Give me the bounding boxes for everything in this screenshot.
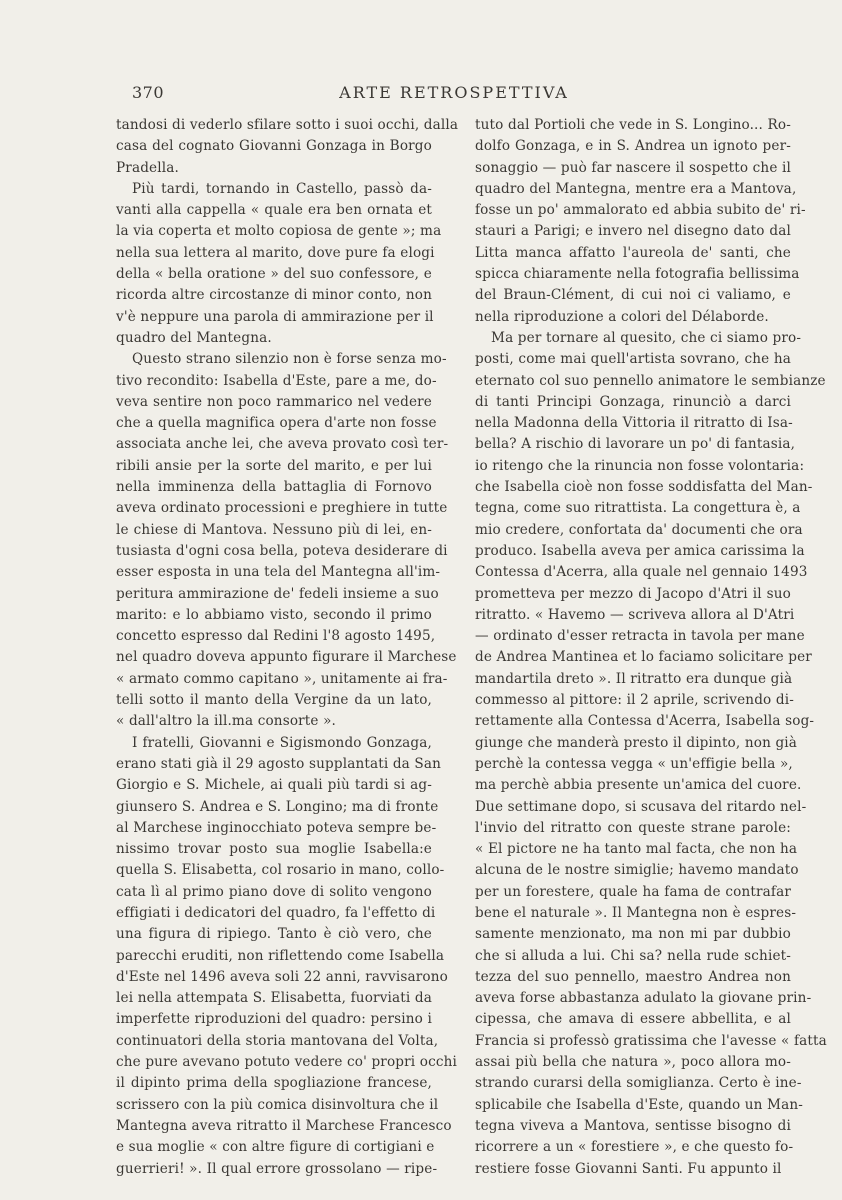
text-line: tandosi di vederlo sfilare sotto i suoi occhi, dalla	[116, 117, 459, 133]
text-line: samente menzionato, ma non mi par dubbio	[475, 926, 791, 943]
text-line: del Braun-Clément, di cui noi ci valiamo, e	[475, 287, 791, 304]
text-line: « dall'altro la ill.ma consorte ».	[116, 713, 337, 730]
text-line: ricorda altre circostanze di minor conto, non	[116, 287, 432, 304]
text-line: casa del cognato Giovanni Gonzaga in Borgo	[116, 138, 432, 155]
text-line: quella S. Elisabetta, col rosario in mano, collo-	[116, 862, 445, 879]
page-number: 370	[132, 83, 165, 102]
text-line: aveva ordinato processioni e preghiere in tutte	[116, 500, 448, 517]
text-line: « El pictore ne ha tanto mal facta, che non ha	[475, 841, 798, 858]
text-line: tivo recondito: Isabella d'Este, pare a me, do-	[116, 372, 437, 389]
text-line: guerrieri! ». Il qual errore grossolano — ripe-	[116, 1160, 438, 1177]
text-line: telli sotto il manto della Vergine da un lato,	[116, 692, 432, 709]
text-line: tegna, come suo ritrattista. La congettura è, a	[475, 500, 801, 517]
text-line: e sua moglie « con altre figure di cortigiani e	[116, 1139, 435, 1156]
text-line: che pure avevano potuto vedere co' propri occhi	[116, 1054, 458, 1071]
text-line: marito: e lo abbiamo visto, secondo il primo	[116, 606, 432, 623]
text-line: quadro del Mantegna, mentre era a Mantova,	[475, 180, 797, 197]
text-line: tegna viveva a Mantova, sentisse bisogno di	[475, 1117, 791, 1134]
text-line: fosse un po' ammalorato ed abbia subito de' ri-	[475, 202, 806, 219]
text-line: lei nella attempata S. Elisabetta, fuorviati da	[116, 990, 432, 1007]
text-line: al Marchese inginocchiato poteva sempre be-	[116, 819, 437, 836]
text-line: che si alluda a lui. Chi sa? nella rude schiet-	[475, 947, 791, 964]
text-line: spicca chiaramente nella fotografia bellissima	[475, 266, 800, 283]
text-line: perchè la contessa vegga « un'effigie bella »,	[475, 755, 793, 772]
text-line: mio credere, confortata da' documenti che ora	[475, 521, 803, 538]
text-line: Questo strano silenzio non è forse senza mo-	[132, 351, 447, 368]
text-line: de Andrea Mantinea et lo faciamo solicitare per	[475, 649, 812, 666]
text-line: splicabile che Isabella d'Este, quando un Man-	[475, 1096, 804, 1113]
text-line: rettamente alla Contessa d'Acerra, Isabella sog-	[475, 713, 815, 730]
text-line: Litta manca affatto l'aureola de' santi, che	[475, 244, 791, 261]
text-line: vanti alla cappella « quale era ben ornata et	[116, 202, 432, 219]
text-line: Contessa d'Acerra, alla quale nel gennaio 1493	[475, 564, 808, 581]
text-line: una figura di ripiego. Tanto è ciò vero, che	[116, 926, 432, 943]
text-line: veva sentire non poco rammarico nel vedere	[116, 393, 432, 410]
text-line: nel quadro doveva appunto figurare il Marchese	[116, 649, 457, 666]
text-line: associata anche lei, che aveva provato così ter-	[116, 436, 449, 453]
text-line: io ritengo che la rinuncia non fosse volontaria:	[475, 457, 805, 474]
text-line: strando curarsi della somiglianza. Certo è ine-	[475, 1075, 802, 1092]
text-line: Francia si professò gratissima che l'avesse « fatta	[475, 1032, 827, 1049]
text-line: ma perchè abbia presente un'amica del cuore.	[475, 777, 802, 794]
text-line: che a quella magnifica opera d'arte non fosse	[116, 415, 437, 432]
right-text-column	[475, 115, 827, 1180]
text-line: ricorrere a un « forestiere », e che questo fo-	[475, 1139, 794, 1156]
text-line: nella imminenza della battaglia di Fornovo	[116, 479, 432, 496]
text-line: continuatori della storia mantovana del Volta,	[116, 1032, 439, 1049]
text-line: Due settimane dopo, si scusava del ritardo nel-	[475, 798, 807, 815]
text-line: prometteva per mezzo di Jacopo d'Atri il suo	[475, 585, 791, 602]
text-line: nissimo trovar posto sua moglie Isabella:e	[116, 841, 432, 858]
text-line: effigiati i dedicatori del quadro, fa l'effetto di	[116, 904, 436, 921]
text-line: cata lì al primo piano dove di solito vengono	[116, 883, 432, 900]
text-line: mandartila dreto ». Il ritratto era dunque già	[475, 670, 793, 687]
text-line: eternato col suo pennello animatore le sembianze	[475, 372, 826, 389]
text-line: v'è neppure una parola di ammirazione per il	[116, 308, 434, 325]
text-line: nella riproduzione a colori del Délaborde.	[475, 308, 769, 325]
text-line: Più tardi, tornando in Castello, passò da-	[132, 180, 432, 197]
text-line: concetto espresso dal Redini l'8 agosto 1495,	[116, 628, 436, 645]
text-line: commesso al pittore: il 2 aprile, scrivendo di-	[475, 692, 794, 709]
text-line: Mantegna aveva ritratto il Marchese Francesco	[116, 1117, 452, 1134]
text-line: ritratto. « Havemo — scriveva allora al D'Atri	[475, 606, 795, 623]
text-line: stauri a Parigi; e invero nel disegno dato dal	[475, 223, 791, 240]
text-line: tezza del suo pennello, maestro Andrea non	[475, 968, 791, 985]
text-line: di tanti Principi Gonzaga, rinunciò a darci	[475, 393, 791, 410]
text-line: erano stati già il 29 agosto supplantati da San	[116, 755, 442, 772]
text-line: bene el naturale ». Il Mantegna non è espres-	[475, 904, 797, 921]
text-line: ribili ansie per la sorte del marito, e per lui	[116, 457, 432, 474]
text-line: I fratelli, Giovanni e Sigismondo Gonzaga,	[132, 734, 432, 751]
page-header	[116, 80, 792, 110]
text-line: restiere fosse Giovanni Santi. Fu appunto il	[475, 1160, 782, 1177]
text-line: aveva forse abbastanza adulato la giovane prin-	[475, 990, 812, 1007]
text-line: quadro del Mantegna.	[116, 329, 272, 346]
text-line: Ma per tornare al quesito, che ci siamo pro-	[491, 329, 802, 346]
text-line: giunge che manderà presto il dipinto, non già	[475, 734, 798, 751]
left-text-column	[116, 115, 459, 1180]
text-line: peritura ammirazione de' fedeli insieme a suo	[116, 585, 439, 602]
text-line: cipessa, che amava di essere abbellita, e al	[475, 1011, 791, 1028]
text-line: per un forestere, quale ha fama de contrafar	[475, 883, 791, 900]
text-line: esser esposta in una tela del Mantegna all'im-	[116, 564, 441, 581]
text-line: — ordinato d'esser retracta in tavola per mane	[475, 628, 805, 645]
text-line: la via coperta et molto copiosa de gente »; ma	[116, 223, 442, 240]
text-line: l'invio del ritratto con queste strane parole:	[475, 819, 791, 836]
text-line: assai più bella che natura », poco allora mo-	[475, 1054, 791, 1071]
running-title: ARTE RETROSPETTIVA	[339, 83, 569, 102]
text-line: dolfo Gonzaga, e in S. Andrea un ignoto per-	[475, 138, 791, 155]
text-line: nella Madonna della Vittoria il ritratto di Isa-	[475, 415, 793, 432]
text-line: imperfette riproduzioni del quadro: persino i	[116, 1011, 432, 1028]
text-line: sonaggio — può far nascere il sospetto che il	[475, 159, 791, 176]
text-line: le chiese di Mantova. Nessuno più di lei, en-	[116, 521, 432, 538]
text-line: parecchi eruditi, non riflettendo come Isabella	[116, 947, 445, 964]
text-line: Pradella.	[116, 159, 179, 176]
text-line: alcuna de le nostre simiglie; havemo mandato	[475, 862, 799, 879]
text-line: bella? A rischio di lavorare un po' di fantasia,	[475, 436, 796, 453]
text-line: d'Este nel 1496 aveva soli 22 anni, ravvisarono	[116, 968, 448, 985]
text-line: nella sua lettera al marito, dove pure fa elogi	[116, 244, 435, 261]
text-line: Giorgio e S. Michele, ai quali più tardi si ag-	[116, 777, 432, 794]
text-line: della « bella oratione » del suo confessore, e	[116, 266, 432, 283]
text-line: tuto dal Portioli che vede in S. Longino... Ro-	[475, 117, 791, 133]
text-line: il dipinto prima della spogliazione francese,	[116, 1075, 432, 1092]
text-line: che Isabella cioè non fosse soddisfatta del Man-	[475, 479, 813, 496]
text-line: giunsero S. Andrea e S. Longino; ma di fronte	[116, 798, 439, 815]
text-line: tusiasta d'ogni cosa bella, poteva desiderare di	[116, 542, 448, 559]
text-line: posti, come mai quell'artista sovrano, che ha	[475, 351, 791, 368]
text-line: produco. Isabella aveva per amica carissima la	[475, 542, 805, 559]
text-line: scrissero con la più comica disinvoltura che il	[116, 1096, 439, 1113]
text-line: « armato commo capitano », unitamente ai fra-	[116, 670, 448, 687]
